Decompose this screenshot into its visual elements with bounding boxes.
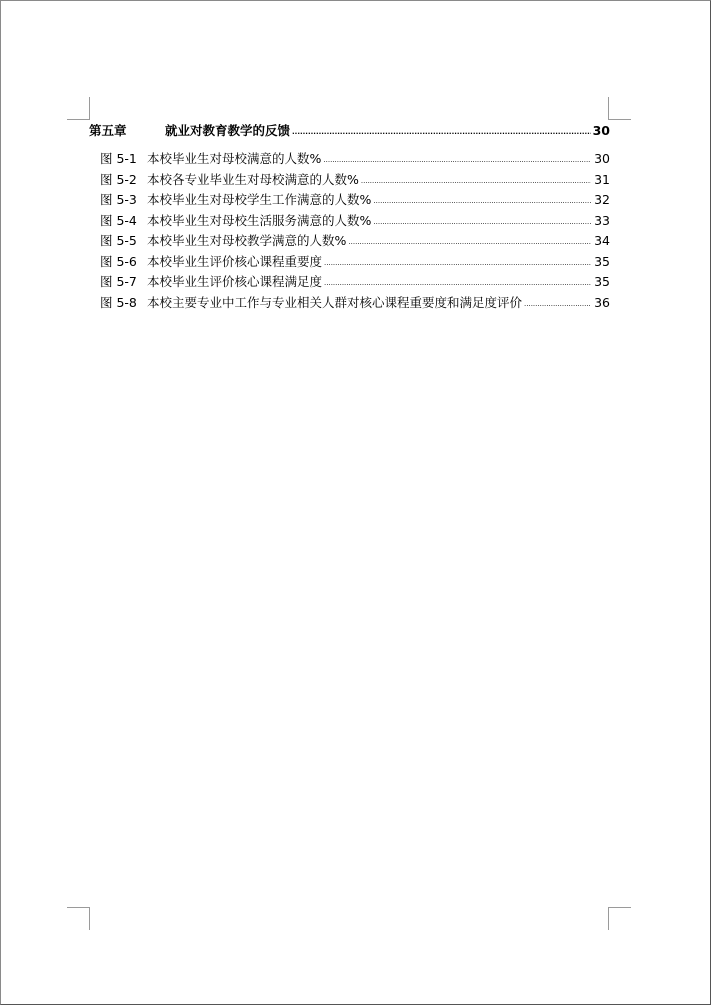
toc-figure-entry[interactable] — [89, 211, 610, 232]
toc-figure-entry[interactable] — [89, 170, 610, 191]
chapter-title: 就业对教育教学的反馈 — [165, 123, 291, 138]
figure-title: 本校毕业生对母校教学满意的人数% — [147, 233, 347, 248]
figure-page-number: 34 — [594, 233, 610, 248]
dot-leader — [373, 192, 591, 205]
dot-leader — [323, 151, 591, 164]
toc-figure-entry[interactable] — [89, 190, 610, 211]
figure-page-number: 36 — [594, 294, 610, 310]
toc-figure-entry[interactable] — [89, 149, 610, 170]
toc-figure-entry[interactable] — [89, 293, 610, 314]
dot-leader — [292, 123, 591, 136]
figure-title: 本校各专业毕业生对母校满意的人数% — [147, 171, 359, 187]
dot-leader — [524, 294, 591, 307]
figure-title: 本校主要专业中工作与专业相关人群对核心课程重要度和满足度评价 — [147, 294, 523, 310]
dot-leader — [348, 233, 591, 246]
figure-page-number: 33 — [594, 212, 610, 228]
figure-label: 图 5-2 — [100, 171, 137, 187]
toc-chapter-entry[interactable] — [89, 121, 610, 149]
figure-label: 图 5-4 — [100, 212, 137, 228]
figure-label: 图 5-8 — [100, 294, 137, 310]
figure-label: 图 5-5 — [100, 233, 137, 248]
dot-leader — [361, 171, 591, 184]
dot-leader — [324, 274, 591, 287]
toc-figure-entry[interactable] — [89, 272, 610, 293]
figure-title: 本校毕业生评价核心课程满足度 — [147, 274, 323, 289]
figure-page-number: 32 — [594, 192, 610, 207]
figure-label: 图 5-1 — [100, 151, 137, 166]
figure-label: 图 5-6 — [100, 253, 137, 269]
figure-title: 本校毕业生对母校生活服务满意的人数% — [147, 212, 372, 228]
toc-figure-entry[interactable] — [89, 231, 610, 252]
figure-page-number: 35 — [594, 274, 610, 289]
crop-mark-top-right — [608, 97, 631, 120]
figure-title: 本校毕业生对母校满意的人数% — [147, 151, 322, 166]
figure-label: 图 5-7 — [100, 274, 137, 289]
figure-page-number: 30 — [594, 151, 610, 166]
crop-mark-top-left — [67, 97, 90, 120]
figure-title: 本校毕业生对母校学生工作满意的人数% — [147, 192, 372, 207]
figure-page-number: 31 — [594, 171, 610, 187]
table-of-contents — [89, 121, 610, 313]
chapter-number: 第五章 — [89, 123, 127, 138]
figure-title: 本校毕业生评价核心课程重要度 — [147, 253, 323, 269]
toc-figure-entry[interactable] — [89, 252, 610, 273]
dot-leader — [324, 253, 591, 266]
crop-mark-bottom-right — [608, 907, 631, 930]
dot-leader — [373, 212, 591, 225]
figure-label: 图 5-3 — [100, 192, 137, 207]
chapter-page-number: 30 — [592, 123, 610, 138]
figure-page-number: 35 — [594, 253, 610, 269]
crop-mark-bottom-left — [67, 907, 90, 930]
